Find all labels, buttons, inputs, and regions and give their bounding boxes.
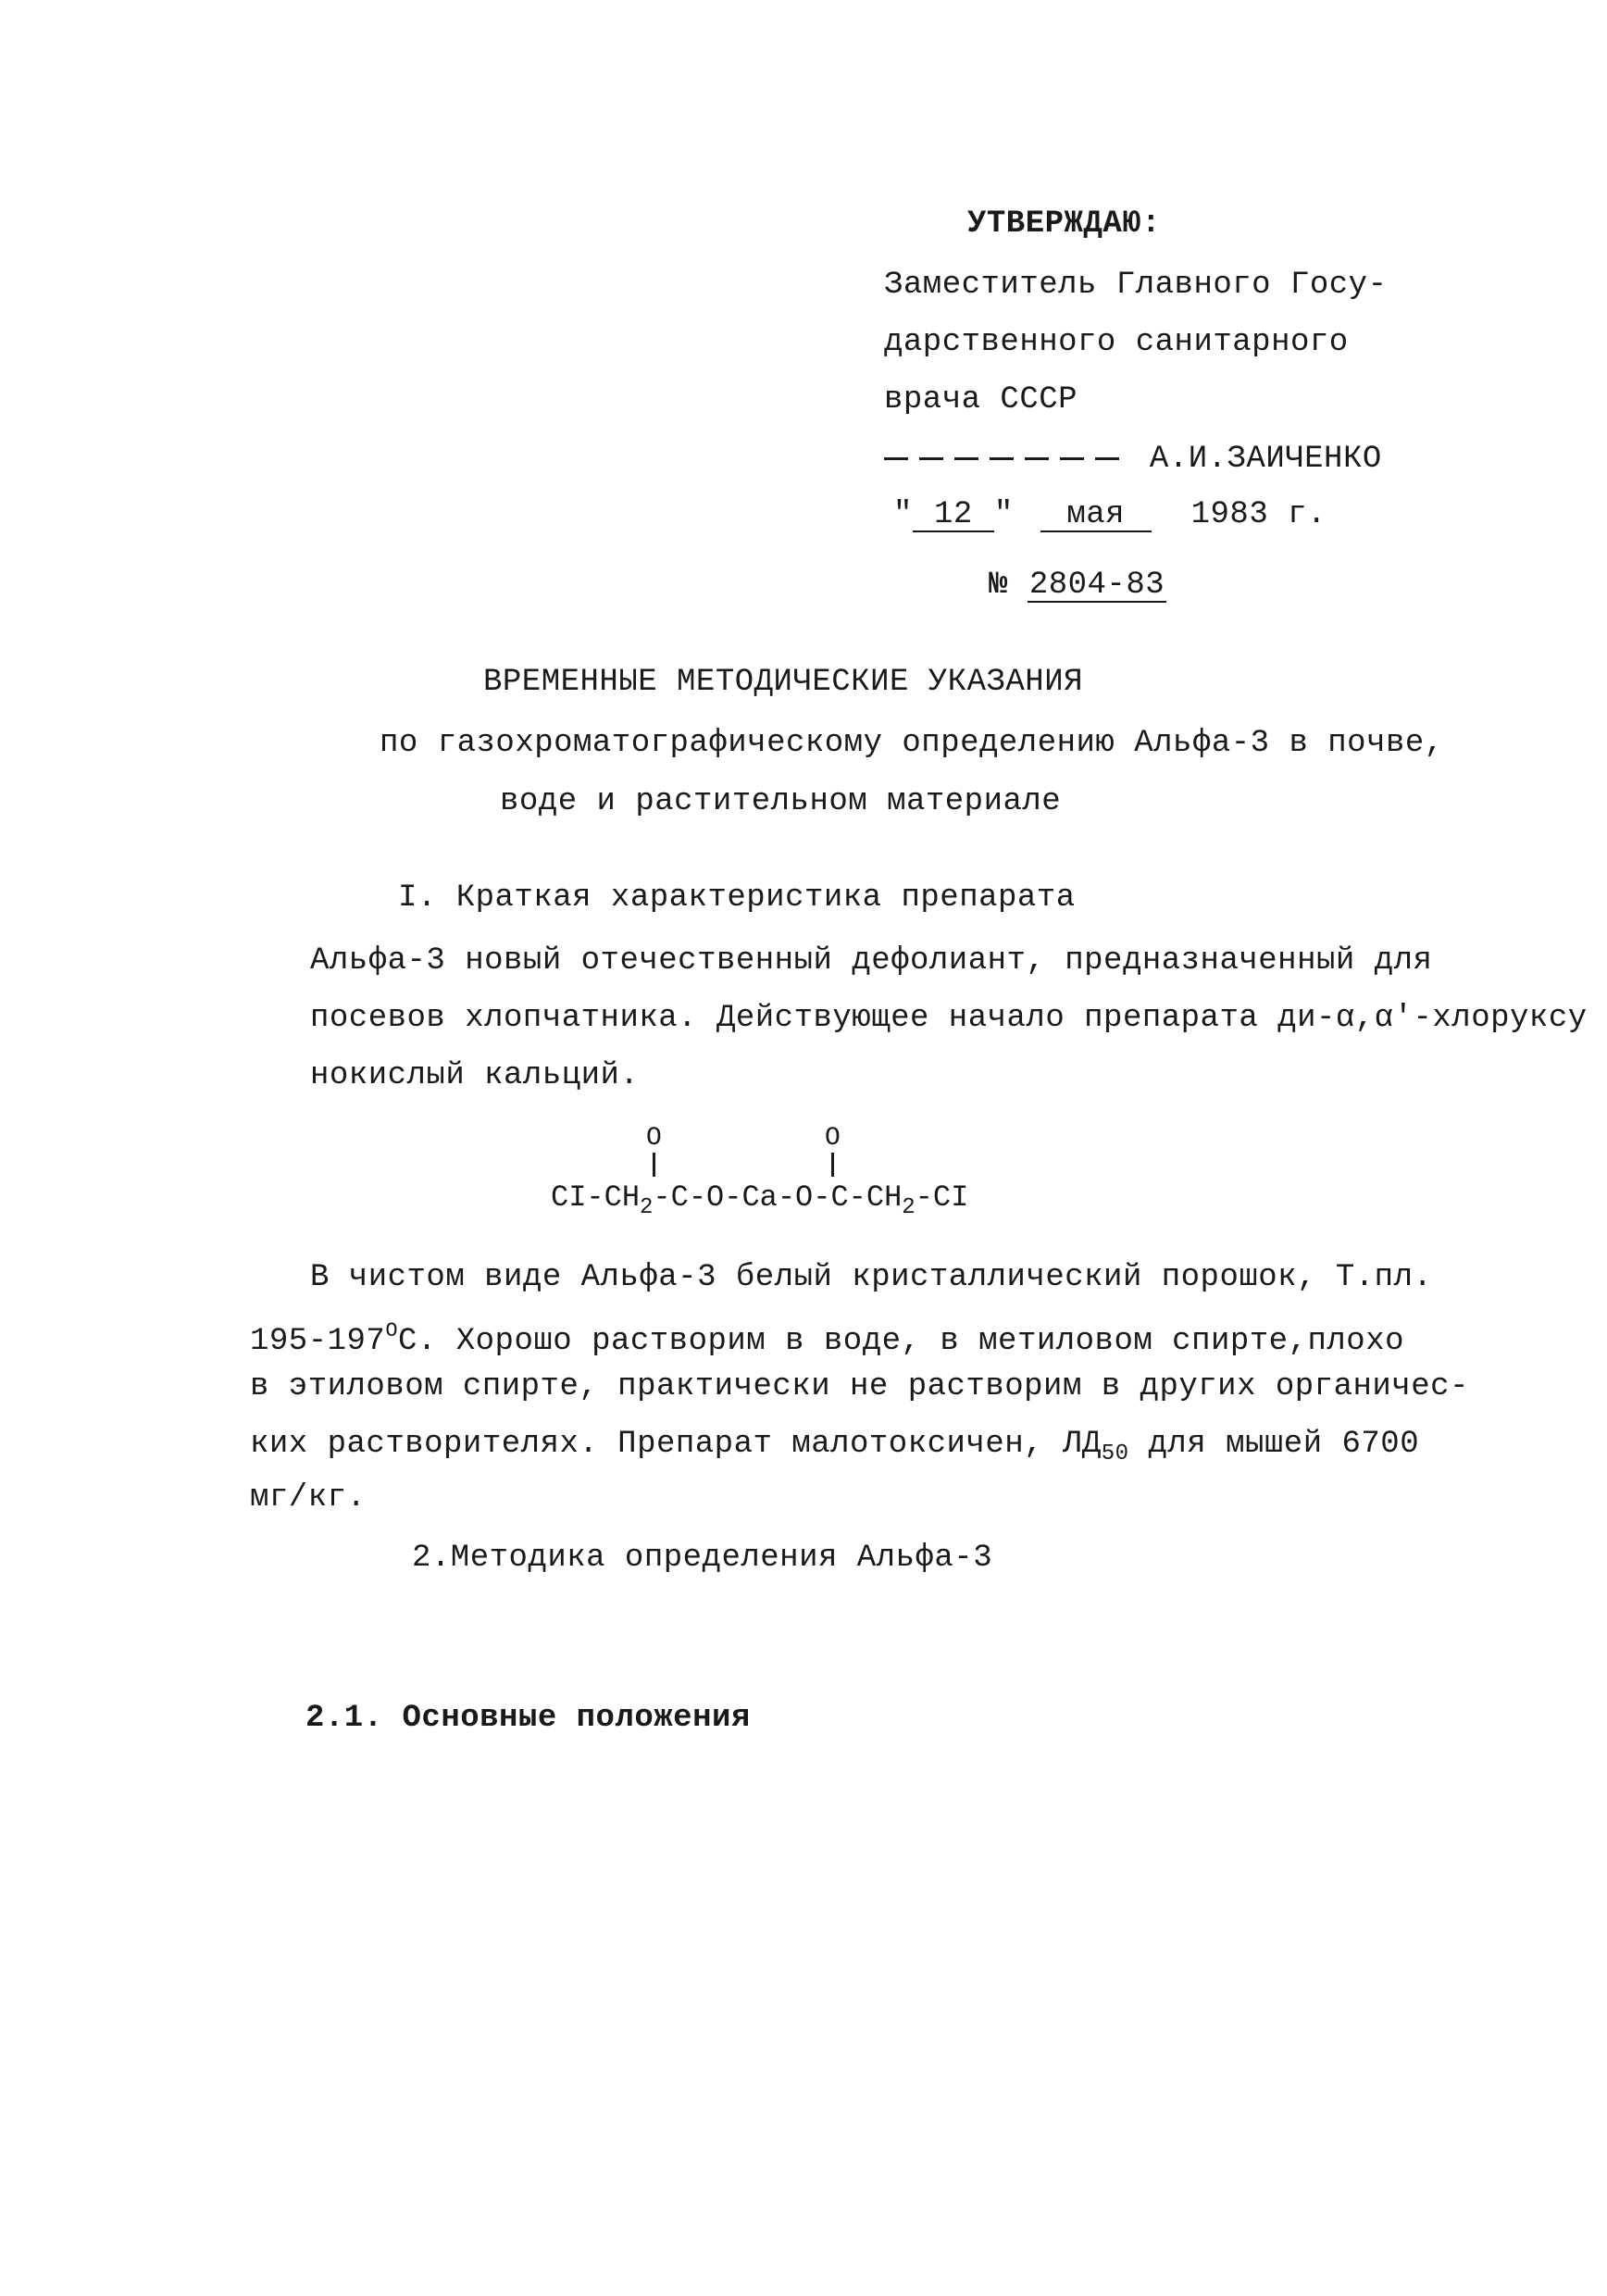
date-open-quote: " [893, 497, 913, 532]
signature-line [884, 441, 1382, 478]
section-2-heading: 2.Методика определения Альфа-3 [412, 1541, 993, 1576]
document-title: ВРЕМЕННЫЕ МЕТОДИЧЕСКИЕ УКАЗАНИЯ [483, 665, 1084, 700]
date-year: 1983 г. [1190, 497, 1327, 532]
paragraph-2-line-1: В чистом виде Альфа-3 белый кристаллический порошок, Т.пл. [310, 1260, 1433, 1295]
formula-double-bond-2 [831, 1153, 834, 1177]
paragraph-1-line-2: посевов хлопчатника. Действующее начало препарата ди-α,α'-хлоруксу [310, 1001, 1588, 1036]
chemical-formula [551, 1125, 995, 1227]
formula-oxygen-1: O [646, 1124, 662, 1153]
date-close-quote: " [993, 497, 1014, 532]
document-subtitle-2: воде и растительном материале [500, 784, 1062, 819]
paragraph-2-line-2: $195-197^OС$. Хорошо растворим в воде, в метиловом спирте,плохо [250, 1319, 1405, 1359]
formula-line: $CI-CH_2-C-O-Ca-O-C-CH_2-CI$ [551, 1180, 969, 1220]
approval-line-1: Заместитель Главного Госу- [884, 268, 1388, 303]
number-value: 2804-83 [1028, 568, 1165, 603]
signatory-name: А.И.ЗАИЧЕНКО [1149, 442, 1382, 477]
paragraph-2-line-4: ких растворителях. Препарат малотоксичен, $ЛД_{50}$ для мышей 6700 [250, 1427, 1420, 1466]
formula-oxygen-2: O [825, 1124, 841, 1153]
section-1-heading: I. Краткая характеристика препарата [398, 880, 1076, 916]
approval-date [893, 496, 1327, 533]
formula-double-bond-1 [653, 1153, 655, 1177]
section-2-1-heading: 2.1. Основные положения [305, 1701, 751, 1736]
document-subtitle-1: по газохроматографическому определению Альфа-3 в почве, [380, 726, 1444, 761]
paragraph-2-line-5: мг/кг. [250, 1480, 367, 1516]
date-month: мая [1040, 499, 1152, 532]
date-day: 12 [913, 499, 994, 532]
approval-line-2: дарственного санитарного [884, 325, 1349, 360]
approval-line-3: врача СССР [884, 382, 1078, 418]
paragraph-1-line-3: нокислый кальций. [310, 1058, 640, 1093]
number-sign: № [989, 568, 1008, 603]
approval-heading: УТВЕРЖДАЮ: [967, 206, 1162, 242]
paragraph-1-line-1: Альфа-3 новый отечественный дефолиант, предназначенный для [310, 943, 1433, 979]
paragraph-2-line-3: в этиловом спирте, практически не растворим в других органичес- [250, 1369, 1469, 1404]
approval-number [989, 567, 1166, 604]
